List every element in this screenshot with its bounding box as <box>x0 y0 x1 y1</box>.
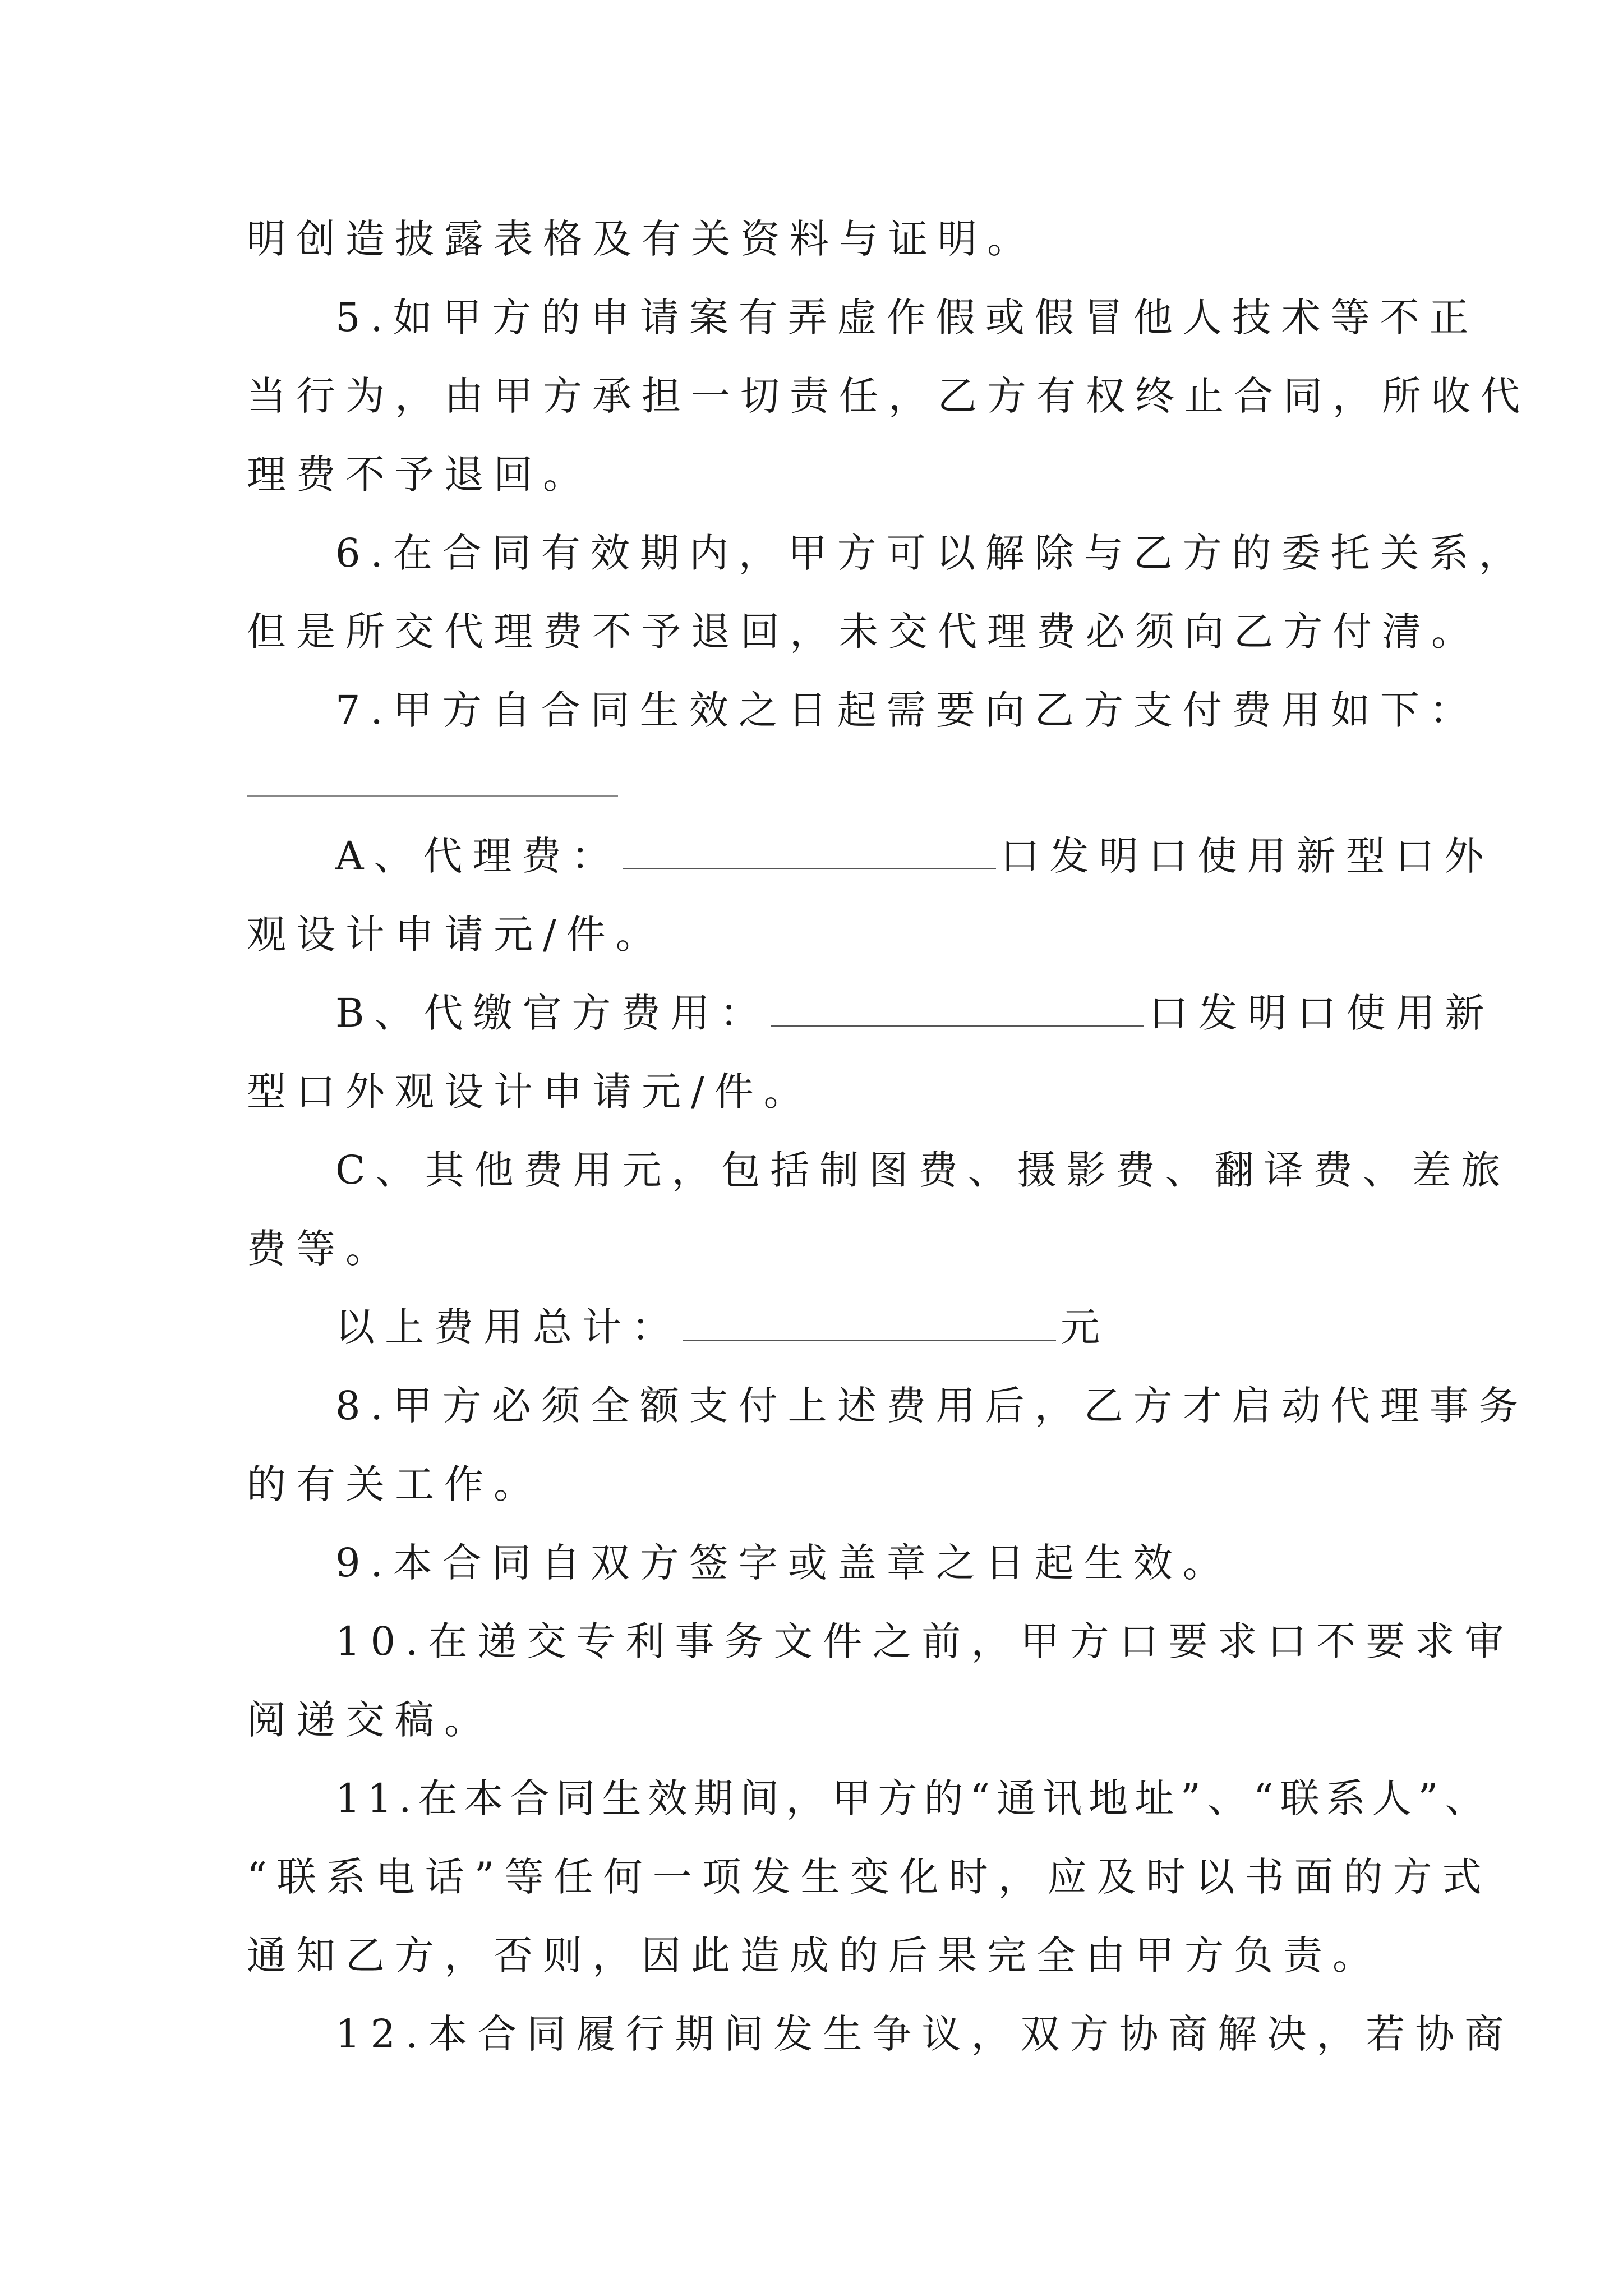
fee-total-unit: 元 <box>1061 1304 1110 1350</box>
fee-item-b-blank <box>771 992 1144 1027</box>
text-line: C、其他费用元，包括制图费、摄影费、翻译费、差旅 <box>335 1147 1511 1193</box>
text-line: 费等。 <box>247 1226 395 1272</box>
text-line: 观设计申请元/件。 <box>247 912 665 958</box>
fee-total <box>335 1300 1110 1354</box>
fee-total-label: 以上费用总计： <box>335 1304 681 1350</box>
text-line: 通知乙方，否则，因此造成的后果完全由甲方负责。 <box>247 1932 1382 1978</box>
text-line: 8.甲方必须全额支付上述费用后，乙方才启动代理事务 <box>335 1383 1528 1429</box>
fee-item-a-blank <box>623 835 996 869</box>
fee-item-a-label: A、代理费： <box>335 833 621 879</box>
fee-item-a-suffix: 口发明口使用新型口外 <box>1000 833 1494 879</box>
fee-item-b <box>335 986 1494 1040</box>
text-line: 5.如甲方的申请案有弄虚作假或假冒他人技术等不正 <box>335 295 1479 341</box>
fee-item-b-label: B、代缴官方费用： <box>335 990 769 1036</box>
text-line: 12.本合同履行期间发生争议，双方协商解决，若协商 <box>335 2011 1514 2057</box>
fee-total-blank <box>683 1306 1056 1341</box>
text-line: 7.甲方自合同生效之日起需要向乙方支付费用如下： <box>335 687 1479 733</box>
text-line: 当行为，由甲方承担一切责任，乙方有权终止合同，所收代 <box>247 373 1530 419</box>
text-line: 但是所交代理费不予退回，未交代理费必须向乙方付清。 <box>247 609 1481 655</box>
text-line: 11.在本合同生效期间，甲方的“通讯地址”、“联系人”、 <box>335 1775 1491 1821</box>
separator-rule <box>247 795 618 797</box>
fee-item-a <box>335 829 1494 883</box>
text-line: “联系电话”等任何一项发生变化时，应及时以书面的方式 <box>247 1854 1492 1900</box>
fee-item-b-suffix: 口发明口使用新 <box>1149 990 1495 1036</box>
text-line: 10.在递交专利事务文件之前，甲方口要求口不要求审 <box>335 1618 1514 1664</box>
text-line: 明创造披露表格及有关资料与证明。 <box>247 216 1036 262</box>
text-line: 型口外观设计申请元/件。 <box>247 1069 813 1115</box>
text-line: 6.在合同有效期内，甲方可以解除与乙方的委托关系， <box>335 530 1528 576</box>
text-line: 9.本合同自双方签字或盖章之日起生效。 <box>335 1540 1232 1586</box>
text-line: 的有关工作。 <box>247 1461 543 1507</box>
text-line: 阅递交稿。 <box>247 1697 494 1743</box>
text-line: 理费不予退回。 <box>247 452 592 498</box>
